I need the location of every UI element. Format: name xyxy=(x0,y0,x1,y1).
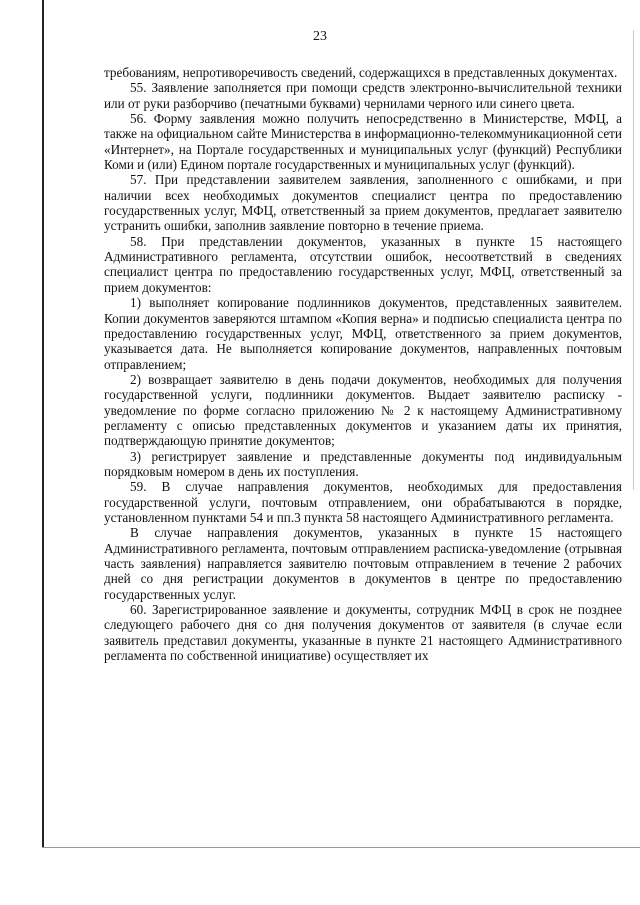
paragraph-56: 56. Форму заявления можно получить непосредственно в Министерстве, МФЦ, а также на официальном сайте Министерства в информационно-телекоммуникационной сети «Интернет», на Портале государственных и муниципальных услуг (функций) Республики Коми и (или) Едином портале государственных и муниципальных услуг (функций). xyxy=(104,111,622,173)
paragraph-59: 59. В случае направления документов, необходимых для предоставления государственной услуги, почтовым отправлением, они обрабатываются в порядке, установленном пунктами 54 и пп.3 пункта 58 настоящего Административного регламента. xyxy=(104,479,622,525)
paragraph-continuation: требованиям, непротиворечивость сведений, содержащихся в представленных документах. xyxy=(104,65,618,80)
paragraph-60: 60. Зарегистрированное заявление и документы, сотрудник МФЦ в срок не позднее следующего рабочего дня со дня получения документов от заявителя (в случае если заявитель представил документы, указанные в пункте 21 настоящего Административного регламента по собственной инициативе) осуществляет их xyxy=(104,602,622,664)
paragraph-59-postal: В случае направления документов, указанных в пункте 15 настоящего Административного регламента, почтовым отправлением расписка-уведомление (отрывная часть заявления) направляется заявителю почтовым отправлением в течение 2 рабочих дней со дня регистрации документов в документов в центре по предоставлению государственных услуг. xyxy=(104,525,622,602)
paragraph-55: 55. Заявление заполняется при помощи средств электронно-вычислительной техники или от руки разборчиво (печатными буквами) чернилами черного или синего цвета. xyxy=(104,80,622,111)
document-body xyxy=(104,65,622,663)
scan-border-right xyxy=(633,30,634,490)
scan-border-left xyxy=(42,0,44,848)
paragraph-58: 58. При представлении документов, указанных в пункте 15 настоящего Административного регламента, отсутствии ошибок, несоответствий в сведениях специалист центра по предоставлению государственных услуг, МФЦ, ответственный за прием документов: xyxy=(104,233,622,295)
scan-border-bottom xyxy=(42,847,640,848)
paragraph-58-item-1: 1) выполняет копирование подлинников документов, представленных заявителем. Копии документов заверяются штампом «Копия верна» и подписью специалиста центра по предоставлению государственных услуг, МФЦ, ответственного за прием документов, указывается дата. Не выполняется копирование документов, направленных почтовым отправлением; xyxy=(104,295,622,372)
page-number: 23 xyxy=(313,29,327,44)
paragraph-58-item-3: 3) регистрирует заявление и представленные документы под индивидуальным порядковым номером в день их поступления. xyxy=(104,448,622,479)
paragraph-58-item-2: 2) возвращает заявителю в день подачи документов, необходимых для получения государственной услуги, подлинники документов. Выдает заявителю расписку - уведомление по форме согласно приложению № 2 к настоящему Административному регламенту с описью представленных документов и указанием даты их принятия, подтверждающую принятие документов; xyxy=(104,371,622,449)
paragraph-57: 57. При представлении заявителем заявления, заполненного с ошибками, и при наличии всех необходимых документов специалист центра по предоставлению государственных услуг, МФЦ, ответственный за прием документов, предлагает заявителю устранить ошибки, заполнив заявление повторно в течение приема. xyxy=(104,172,622,234)
